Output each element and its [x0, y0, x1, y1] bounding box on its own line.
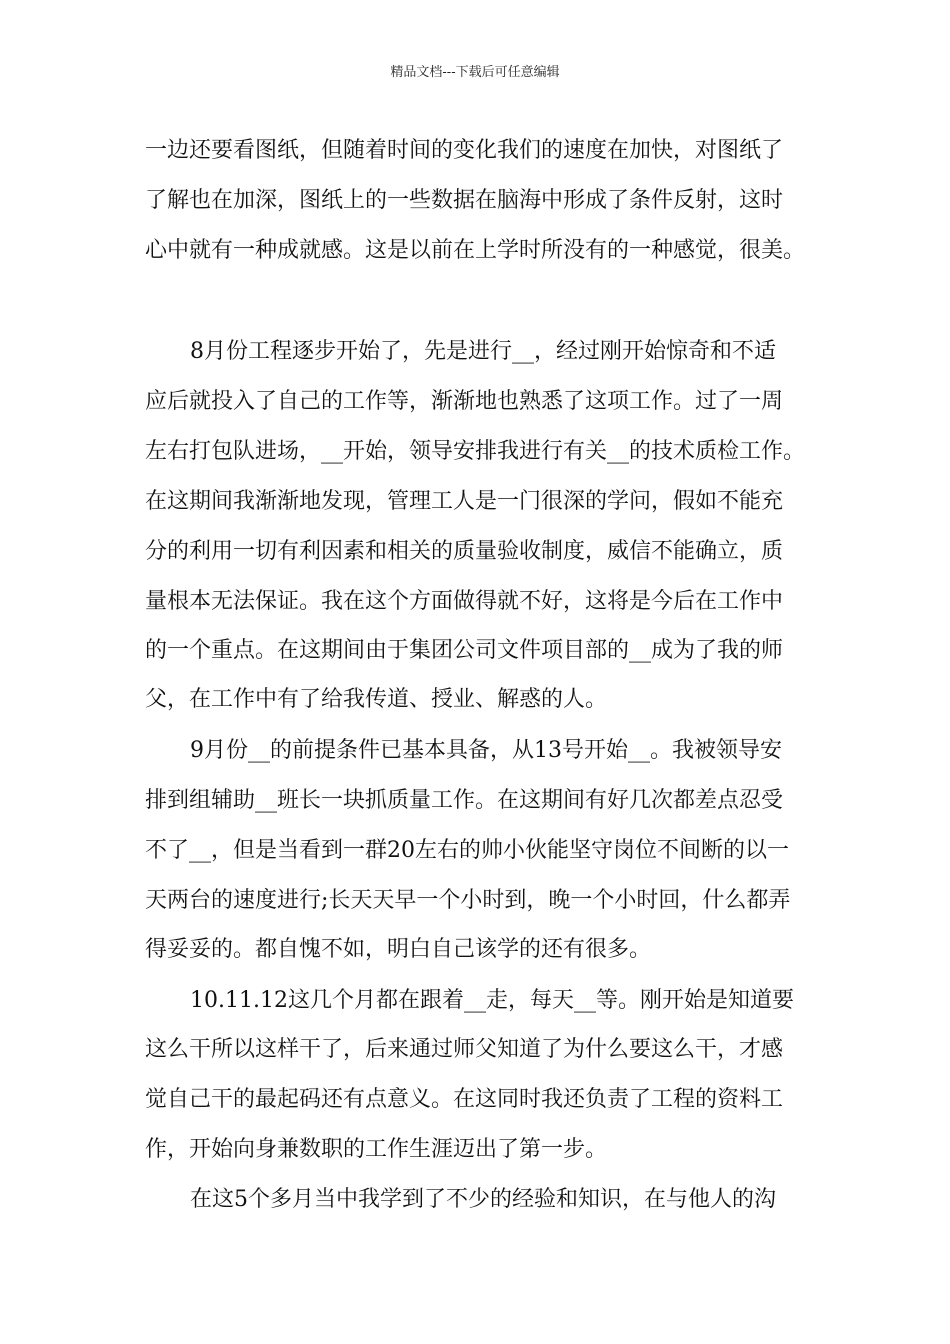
body-line: 9月份__的前提条件已基本具备，从13号开始__。我被领导安: [190, 738, 782, 763]
body-line: 心中就有一种成就感。这是以前在上学时所没有的一种感觉，很美。: [145, 238, 806, 263]
body-line: 在这5个多月当中我学到了不少的经验和知识，在与他人的沟: [190, 1187, 776, 1212]
body-line: 排到组辅助__班长一块抓质量工作。在这期间有好几次都差点忍受: [145, 788, 784, 813]
body-line: 一边还要看图纸，但随着时间的变化我们的速度在加快，对图纸了: [145, 138, 784, 163]
body-line: 在这期间我渐渐地发现，管理工人是一门很深的学问，假如不能充: [145, 489, 784, 514]
body-line: 不了__，但是当看到一群20左右的帅小伙能坚守岗位不间断的以一: [145, 838, 789, 863]
body-line: 天两台的速度进行;长天天早一个小时到，晚一个小时回，什么都弄: [145, 888, 791, 913]
body-line: 作，开始向身兼数职的工作生涯迈出了第一步。: [145, 1137, 608, 1162]
body-line: 应后就投入了自己的工作等，渐渐地也熟悉了这项工作。过了一周: [145, 389, 784, 414]
body-line: 的一个重点。在这期间由于集团公司文件项目部的__成为了我的师: [145, 638, 784, 663]
body-line: 量根本无法保证。我在这个方面做得就不好，这将是今后在工作中: [145, 589, 784, 614]
body-line: 父，在工作中有了给我传道、授业、解惑的人。: [145, 687, 608, 712]
body-line: 觉自己干的最起码还有点意义。在这同时我还负责了工程的资料工: [145, 1087, 784, 1112]
body-line: 这么干所以这样干了，后来通过师父知道了为什么要这么干，才感: [145, 1037, 784, 1062]
body-line: 8月份工程逐步开始了，先是进行__，经过刚开始惊奇和不适: [190, 339, 776, 364]
page-header: 精品文档---下载后可任意编辑: [390, 65, 560, 80]
body-line: 分的利用一切有利因素和相关的质量验收制度，威信不能确立，质: [145, 539, 784, 564]
body-line: 10.11.12这几个月都在跟着__走，每天__等。刚开始是知道要: [190, 988, 794, 1013]
body-line: 左右打包队进场，__开始，领导安排我进行有关__的技术质检工作。: [145, 439, 806, 464]
body-line: 得妥妥的。都自愧不如，明白自己该学的还有很多。: [145, 937, 652, 962]
body-line: 了解也在加深，图纸上的一些数据在脑海中形成了条件反射，这时: [145, 188, 784, 213]
